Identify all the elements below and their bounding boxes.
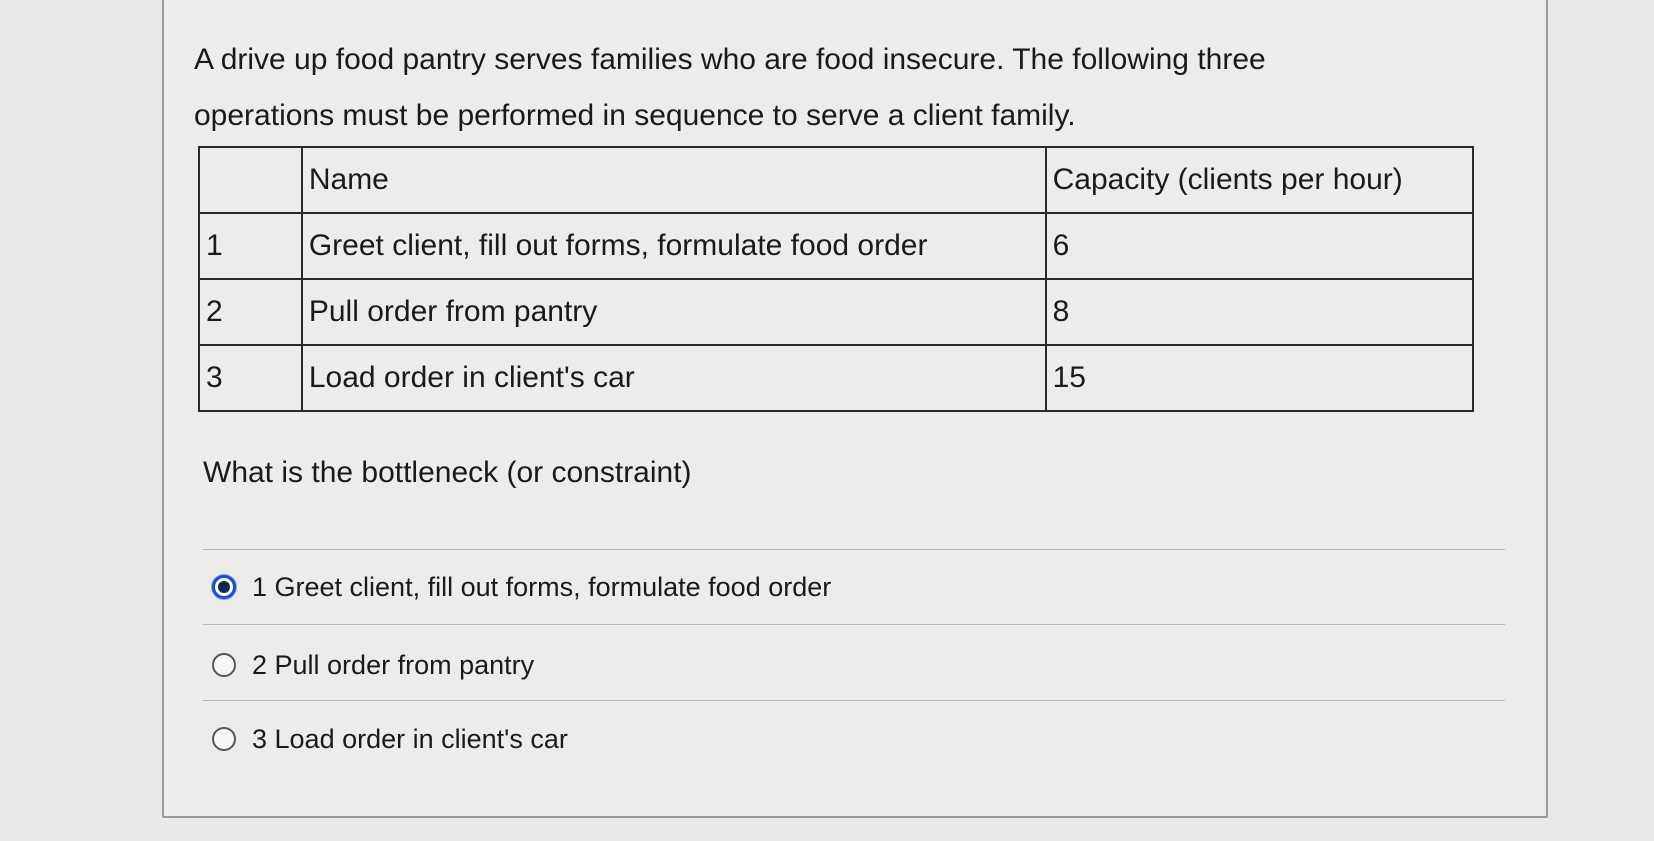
row-name: Greet client, fill out forms, formulate food order <box>302 213 1046 279</box>
header-cell-number <box>199 147 302 213</box>
operations-table <box>198 146 1474 412</box>
row-name: Load order in client's car <box>302 345 1046 411</box>
radio-unselected-icon[interactable] <box>212 727 236 751</box>
radio-selected-icon[interactable] <box>212 575 236 599</box>
table-row <box>199 279 1473 345</box>
header-cell-name: Name <box>302 147 1046 213</box>
answer-option-label: 3 Load order in client's car <box>252 723 568 754</box>
row-number: 1 <box>199 213 302 279</box>
question-prompt: What is the bottleneck (or constraint) <box>203 456 692 489</box>
row-capacity: 15 <box>1046 345 1473 411</box>
answer-option-3[interactable] <box>212 719 568 759</box>
row-name: Pull order from pantry <box>302 279 1046 345</box>
table-header-row <box>199 147 1473 213</box>
answer-option-2[interactable] <box>212 645 534 685</box>
answer-divider <box>203 624 1505 625</box>
header-cell-capacity: Capacity (clients per hour) <box>1046 147 1473 213</box>
row-number: 3 <box>199 345 302 411</box>
answer-divider <box>203 700 1505 701</box>
row-capacity: 8 <box>1046 279 1473 345</box>
intro-line-2: operations must be performed in sequence to serve a client family. <box>194 99 1076 132</box>
intro-line-1: A drive up food pantry serves families who are food insecure. The following three <box>194 43 1266 76</box>
table-row <box>199 213 1473 279</box>
question-intro <box>194 32 1444 144</box>
answer-option-label: 1 Greet client, fill out forms, formulate food order <box>252 571 832 602</box>
answer-option-1[interactable] <box>212 567 831 607</box>
answer-option-label: 2 Pull order from pantry <box>252 649 535 680</box>
row-capacity: 6 <box>1046 213 1473 279</box>
radio-unselected-icon[interactable] <box>212 653 236 677</box>
table-row <box>199 345 1473 411</box>
answer-divider <box>203 549 1505 550</box>
row-number: 2 <box>199 279 302 345</box>
